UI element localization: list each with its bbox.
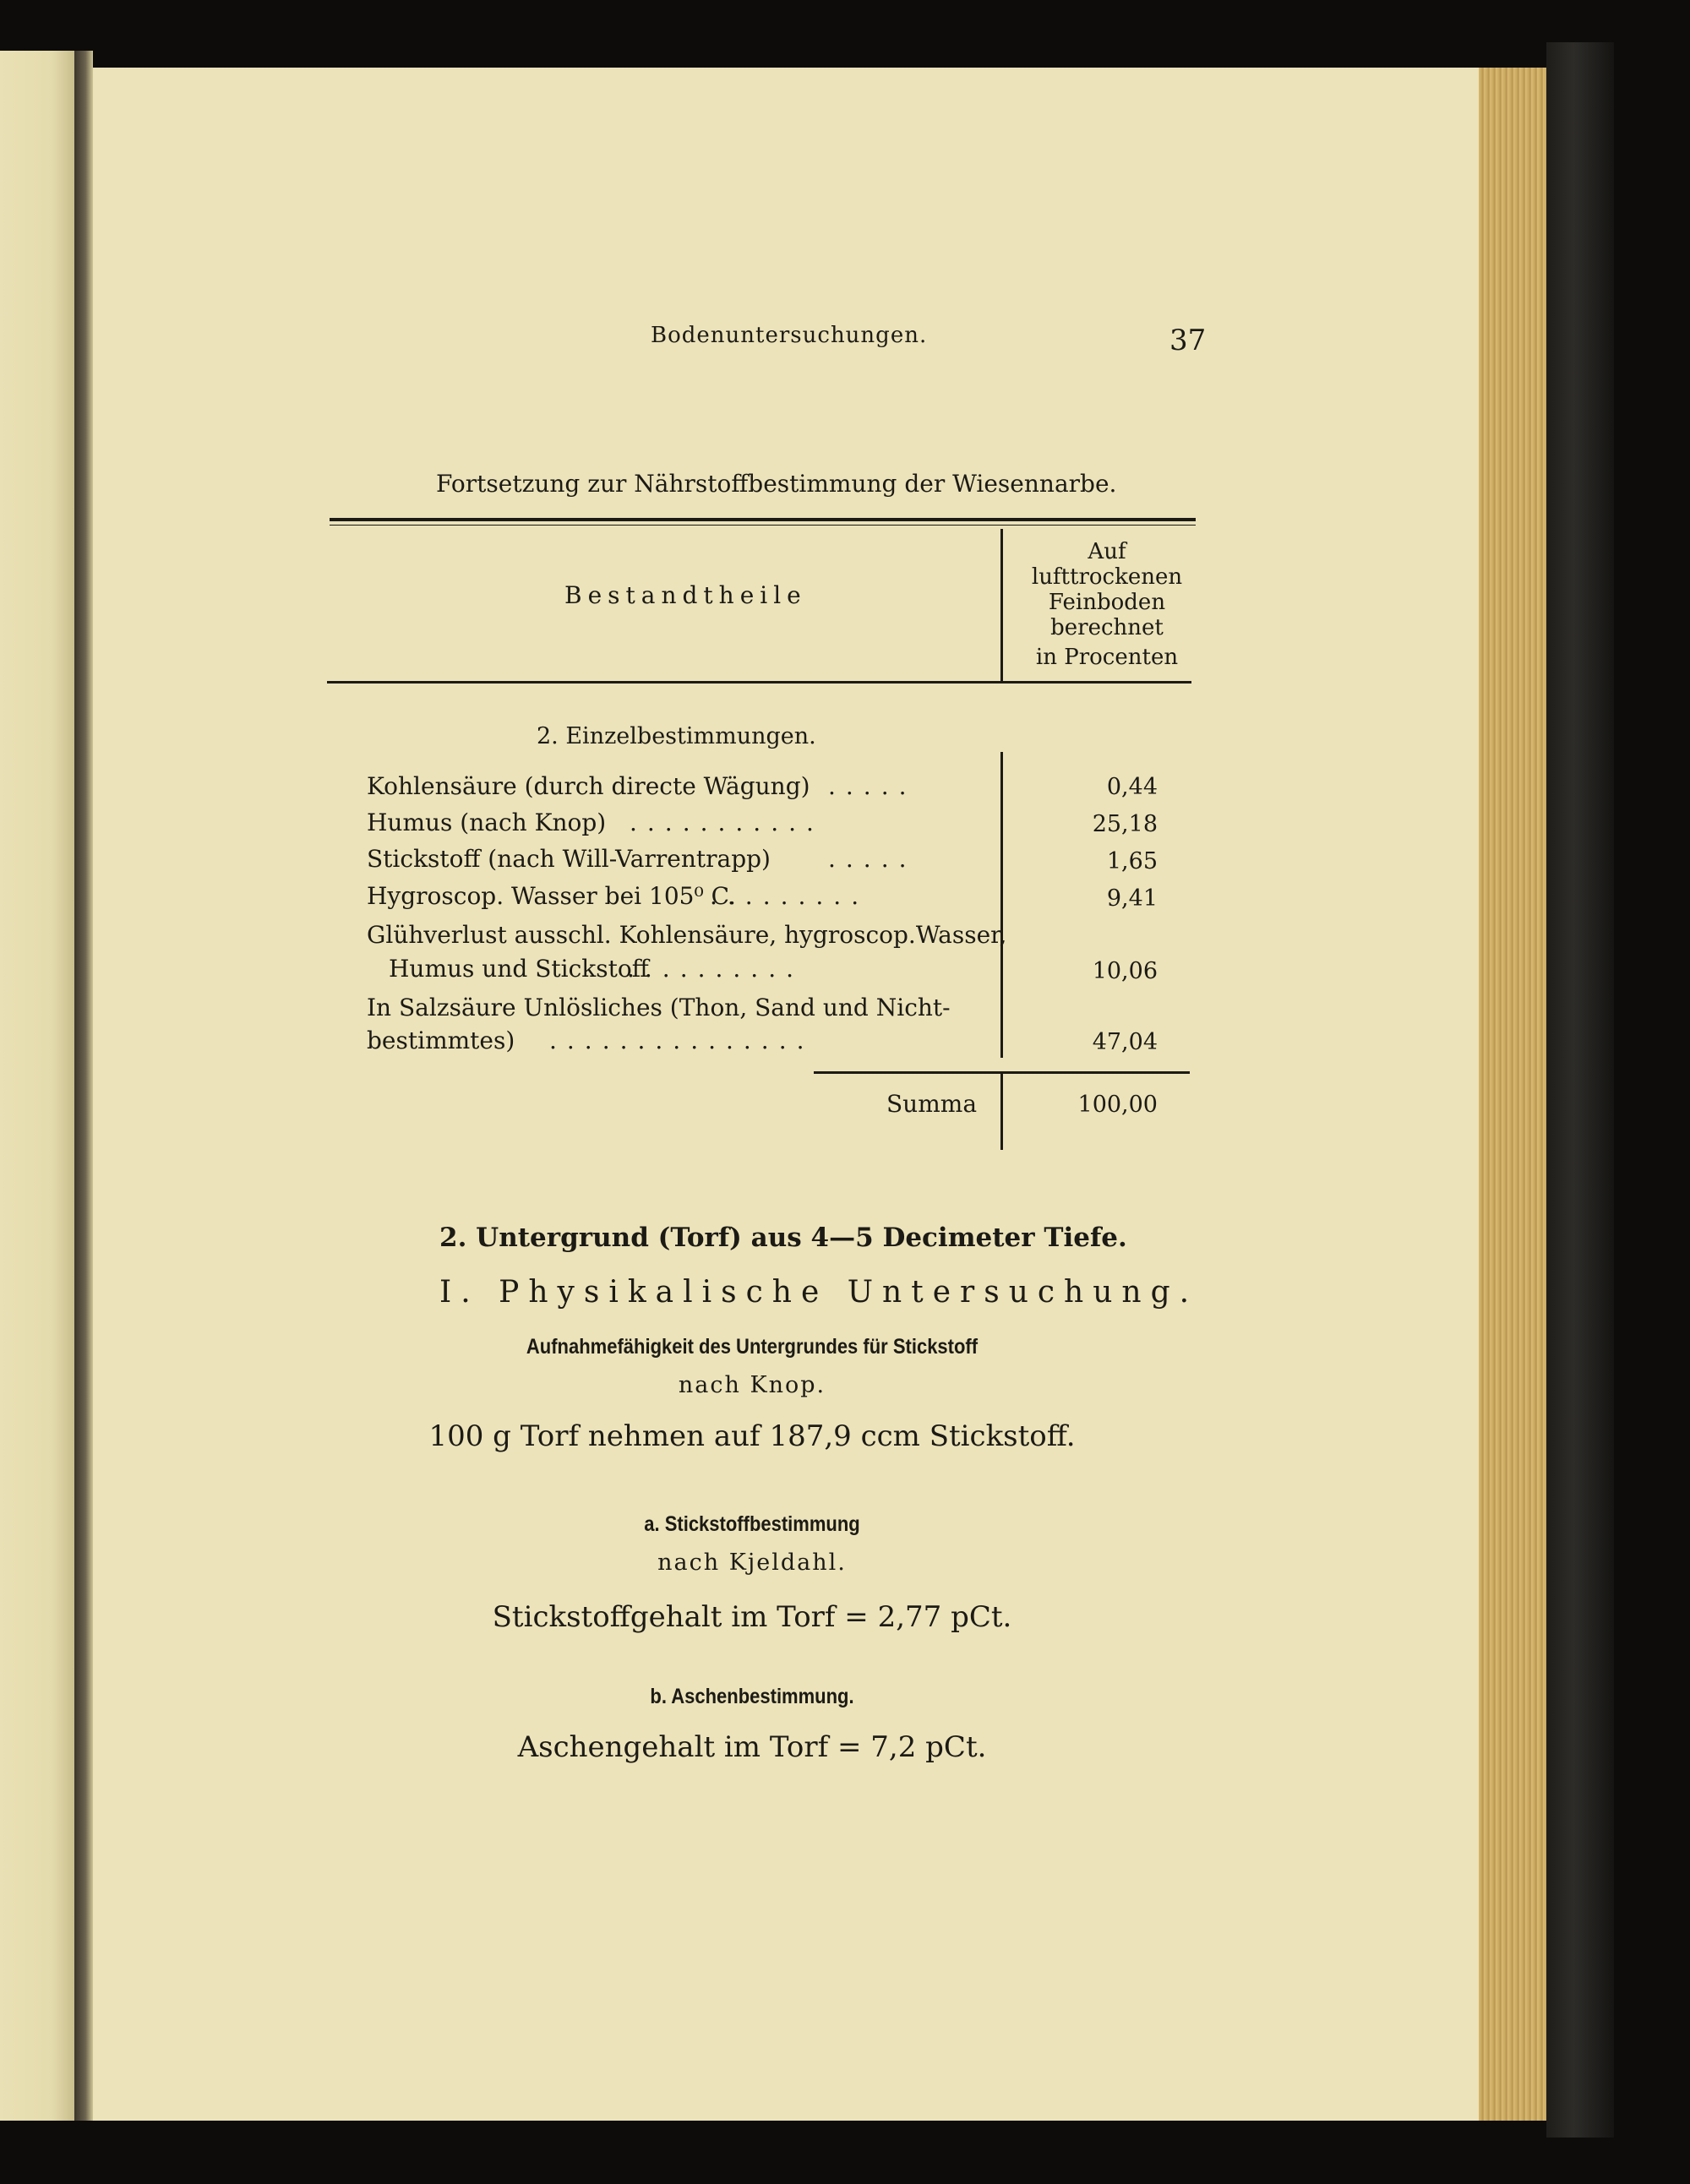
capacity-result: 100 g Torf nehmen auf 187,9 ccm Stickstoff.: [428, 1419, 1076, 1453]
leader-dots: .........: [710, 882, 870, 910]
sum-value: 100,00: [1077, 1092, 1158, 1118]
row-label-continued: bestimmtes): [367, 1027, 515, 1054]
book-page: [93, 68, 1479, 2121]
ash-heading: b. Aschenbestimmung.: [650, 1685, 854, 1708]
nitrogen-method: nach Kjeldahl.: [657, 1549, 847, 1576]
column-divider-body: [1000, 752, 1003, 1058]
sum-label: Summa: [886, 1090, 978, 1118]
row-label-continued: Humus und Stickstoff: [389, 955, 649, 983]
table-header-rule: [327, 681, 1191, 684]
column-header-percent: [1006, 539, 1208, 670]
column-header-line: Feinboden: [1048, 590, 1166, 615]
leader-dots: .....: [828, 845, 917, 873]
row-value: 9,41: [1106, 885, 1158, 912]
column-header-line: berechnet: [1050, 615, 1164, 640]
row-label: Hygroscop. Wasser bei 105⁰ C.: [367, 882, 736, 910]
column-header-line: Auf: [1088, 539, 1126, 564]
row-label: Stickstoff (nach Will-Varrentrapp): [367, 845, 771, 873]
row-value: 0,44: [1106, 774, 1158, 800]
page-number: 37: [1169, 324, 1207, 357]
row-value: 47,04: [1092, 1029, 1158, 1055]
leader-dots: ...............: [549, 1027, 815, 1054]
book-gutter: [74, 51, 93, 2121]
column-header-line: lufttrockenen: [1031, 564, 1183, 590]
row-label: Humus (nach Knop): [367, 809, 607, 836]
row-value: 10,06: [1092, 958, 1158, 984]
section-title-single-determinations: 2. Einzelbestimmungen.: [537, 723, 816, 749]
table-top-rule-thick: [330, 518, 1196, 521]
column-divider-sum: [1000, 1071, 1003, 1150]
leader-dots: .....: [828, 772, 917, 800]
column-header-constituents: Bestandtheile: [564, 581, 807, 609]
book-cover: [1546, 42, 1614, 2138]
row-value: 1,65: [1106, 848, 1158, 874]
row-label: In Salzsäure Unlösliches (Thon, Sand und Nicht-: [367, 994, 951, 1021]
nitrogen-result: Stickstoffgehalt im Torf = 2,77 pCt.: [492, 1600, 1012, 1634]
row-value: 25,18: [1092, 811, 1158, 837]
column-header-line: in Procenten: [1035, 645, 1179, 670]
table-top-rule-thin: [330, 525, 1196, 526]
column-divider-top: [1000, 529, 1003, 681]
capacity-heading: Aufnahmefähigkeit des Untergrundes für Stickstoff: [526, 1335, 979, 1359]
capacity-method: nach Knop.: [678, 1372, 826, 1398]
table-caption: Fortsetzung zur Nährstoffbestimmung der Wiesennarbe.: [436, 470, 1117, 498]
left-page-edge: [0, 51, 74, 2121]
row-label: Kohlensäure (durch directe Wägung): [367, 772, 810, 800]
ash-result: Aschengehalt im Torf = 7,2 pCt.: [517, 1730, 987, 1764]
leader-dots: ..........: [627, 955, 804, 983]
page-edges: [1479, 68, 1546, 2121]
nitrogen-heading: a. Stickstoffbestimmung: [644, 1512, 860, 1536]
section-subheading: I. Physikalische Untersuchung.: [439, 1275, 1199, 1310]
running-header: Bodenuntersuchungen.: [651, 323, 928, 348]
section-heading: 2. Untergrund (Torf) aus 4—5 Decimeter Tiefe.: [439, 1223, 1127, 1253]
row-label: Glühverlust ausschl. Kohlensäure, hygroscop.Wasser,: [367, 921, 1007, 949]
leader-dots: ...........: [630, 809, 824, 836]
